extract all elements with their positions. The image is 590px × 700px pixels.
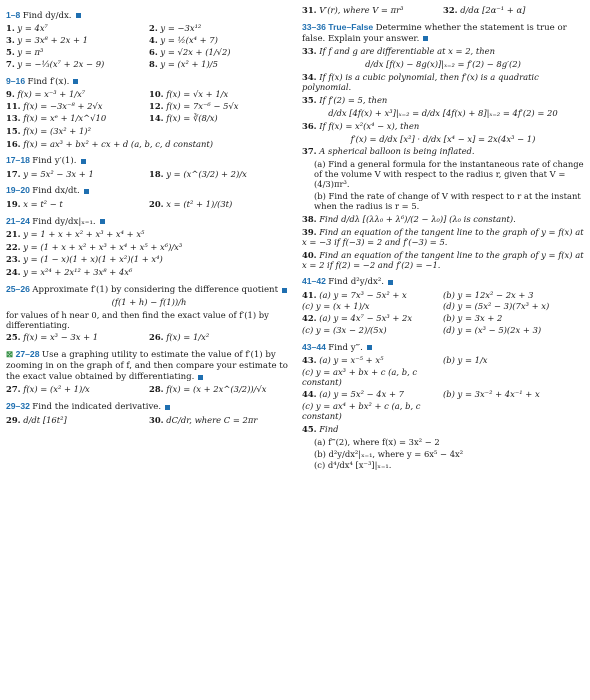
exercise-number: 26. (149, 332, 164, 343)
exercise-text: A spherical balloon is being inflated. (319, 146, 475, 157)
display-formula: d/dx [4f(x) + x³]|ₓ₌₂ = d/dx [4f(x) + 8]|ₓ₌₂ = 4f′(2) = 20 (328, 107, 558, 118)
section-heading (302, 22, 584, 44)
exercise-row (302, 291, 584, 301)
exercise-expression: dC/dr, where C = 2πr (166, 414, 258, 425)
exercise-number: 14. (149, 112, 164, 123)
exercise-expression: (a) y = x⁻⁵ + x⁵ (319, 355, 384, 366)
exercise (302, 314, 443, 324)
exercise (149, 102, 292, 112)
exercise-expression: f(x) = x⁻³ + 1/x⁷ (17, 88, 86, 99)
exercise-row (6, 60, 292, 70)
exercise-number: 13. (6, 112, 21, 123)
exercise-text: Find an equation of the tangent line to the graph of y = f(x) at x = 2 if f(2) = −2 and f′(2) = −1. (302, 249, 584, 270)
exercise (6, 200, 149, 210)
section-square-icon (100, 219, 105, 224)
section-heading (302, 276, 584, 287)
left-column (6, 4, 292, 427)
exercise-text: If f(x) = x²(x⁴ − x), then (319, 120, 420, 131)
exercise-number: 25. (6, 332, 21, 343)
exercise-row (6, 385, 292, 395)
exercise-expression: f(x) = (x² + 1)/x (23, 384, 90, 395)
exercise-text: f(x) = ax³ + bx² + cx + d (a, b, c, d constant) (23, 138, 214, 149)
exercise (443, 368, 584, 388)
exercise-expression: (c) y = ax³ + bx + c (a, b, c constant) (302, 367, 418, 388)
exercise-text: If f and g are differentiable at x = 2, then (319, 46, 495, 57)
section-instruction: Find dx/dt. (32, 186, 80, 197)
section-heading (6, 185, 292, 196)
exercise (302, 215, 584, 225)
exercise (302, 390, 443, 400)
exercise-number: 8. (149, 58, 158, 69)
exercise-row (302, 6, 584, 16)
exercise-expression: (d) y = (x³ − 5)(2x + 3) (443, 325, 542, 336)
exercise-row (6, 333, 292, 343)
exercise-expression: x = (t² + 1)/(3t) (166, 198, 233, 209)
exercise-number: 30. (149, 414, 164, 425)
exercise-number: 11. (6, 100, 21, 111)
exercise (6, 127, 292, 137)
exercise-expression: y = π³ (17, 46, 44, 57)
exercise (149, 333, 292, 343)
section-heading (6, 10, 292, 21)
section-heading (6, 349, 292, 382)
exercise (302, 425, 584, 435)
exercise (6, 416, 149, 426)
exercise-number: 5. (6, 46, 15, 57)
sub-part: (a) f‴(2), where f(x) = 3x² − 2 (314, 436, 440, 447)
exercise (6, 230, 292, 240)
exercise-row (302, 402, 584, 422)
exercise-row (6, 102, 292, 112)
exercise-number: 19. (6, 198, 21, 209)
exercise-number: 10. (149, 88, 164, 99)
exercise (6, 24, 149, 34)
section-range: 19–20 (6, 185, 30, 196)
section-instruction: Find dy/dx. (22, 11, 72, 21)
exercise-number: 4. (149, 35, 158, 46)
exercise-row (302, 356, 584, 366)
section-square-icon (367, 345, 372, 350)
exercise-number: 41. (302, 289, 317, 300)
section-instruction: Determine whether the statement is true or false. Explain your answer. (302, 22, 567, 45)
exercise-row (302, 302, 584, 312)
exercise (302, 228, 584, 248)
exercise (443, 291, 584, 301)
section-square-icon (81, 159, 86, 164)
right-column (302, 4, 584, 473)
exercise (149, 90, 292, 100)
exercise-number: 32. (443, 5, 458, 15)
section-range: 1–8 (6, 10, 21, 20)
section-instruction: Find dy/dx|ₓ₌₁. (32, 216, 96, 227)
exercise (149, 416, 292, 426)
exercise-number: 38. (302, 213, 317, 224)
section-instruction: Find the indicated derivative. (32, 402, 162, 413)
section-range: 41–42 (302, 276, 326, 287)
section-square-icon (198, 375, 203, 380)
instruction-text: for values of h near 0, and then find the exact value of f′(1) by differentiating. (6, 310, 269, 331)
exercise (6, 268, 292, 278)
exercise-number: 45. (302, 423, 317, 434)
exercise-expression: (a) y = 4x⁷ − 5x³ + 2x (319, 313, 413, 324)
exercise-number: 15. (6, 125, 21, 136)
exercise-expression: (c) y = (3x − 2)/(5x) (302, 325, 387, 336)
exercise (302, 96, 584, 106)
section-range: 9–16 (6, 75, 26, 86)
exercise-number: 29. (6, 414, 21, 425)
exercise-number: 17. (6, 168, 21, 179)
exercise-text: y = 1 + x + x² + x³ + x⁴ + x⁵ (23, 228, 145, 239)
exercise-expression: (c) y = (x + 1)/x (302, 301, 370, 312)
section-range: 21–24 (6, 215, 30, 226)
exercise (6, 333, 149, 343)
exercise-expression: y = −⅓(x⁷ + 2x − 9) (17, 58, 105, 69)
display-formula: d/dx [f(x) − 8g(x)]|ₓ₌₂ = f′(2) − 8g′(2) (365, 59, 521, 70)
exercise-number: 3. (6, 35, 15, 46)
exercise-expression: f(x) = −3x⁻⁸ + 2√x (23, 100, 103, 111)
exercise-text: If f′(2) = 5, then (319, 94, 388, 105)
exercise (302, 356, 443, 366)
exercise-expression: f(x) = (x + 2x^(3/2))/√x (166, 384, 267, 395)
exercise-row (6, 24, 292, 34)
exercise (6, 102, 149, 112)
exercise (6, 90, 149, 100)
section-range: 25–26 (6, 284, 30, 295)
section-square-icon (76, 13, 81, 18)
exercise-number: 23. (6, 254, 21, 265)
exercise (443, 326, 584, 336)
section-heading (6, 216, 292, 227)
section-square-icon (423, 36, 428, 41)
exercise-number: 34. (302, 72, 317, 82)
exercise-row (6, 36, 292, 46)
section-instruction: Find y‴. (328, 343, 363, 354)
exercise-row (6, 114, 292, 124)
exercise (6, 385, 149, 395)
exercise-expression: (b) y = 1/x (443, 355, 488, 366)
exercise-expression: V′(r), where V = πr³ (319, 5, 404, 15)
section-heading (6, 155, 292, 166)
exercise-row (6, 416, 292, 426)
exercise-expression: (c) y = ax⁴ + bx² + c (a, b, c constant) (302, 400, 421, 421)
sub-part: (a) Find a general formula for the instantaneous rate of change of the volume V with respect to the radius r, given that V = (4/3)πr³. (314, 159, 584, 190)
section-heading (6, 76, 292, 87)
exercise-expression: y = 4x⁷ (17, 23, 48, 34)
section-range: 27–28 (15, 349, 40, 360)
exercise (302, 73, 584, 93)
exercise (149, 200, 292, 210)
exercise (302, 6, 443, 16)
exercise (443, 314, 584, 324)
section-range: 17–18 (6, 155, 30, 166)
exercise-expression: x = t² − t (23, 198, 63, 209)
section-range: 29–32 (6, 401, 30, 412)
graphing-utility-icon: ⊠ (6, 349, 16, 360)
exercise-expression: y = (x² + 1)/5 (160, 58, 218, 69)
section-heading (302, 342, 584, 353)
exercise-number: 9. (6, 88, 15, 99)
exercise-number: 7. (6, 58, 15, 69)
exercise-expression: y = (x^(3/2) + 2)/x (166, 168, 247, 179)
exercise-row (302, 314, 584, 324)
exercise-number: 35. (302, 94, 317, 105)
section-range: 33–36 (302, 21, 326, 32)
exercise-number: 27. (6, 384, 21, 395)
exercise-number: 42. (302, 313, 317, 324)
exercise (6, 170, 149, 180)
section-instruction: Find f′(x). (27, 76, 70, 87)
exercise (302, 122, 584, 132)
exercise (443, 356, 584, 366)
sub-part: (c) d⁴/dx⁴ [x⁻³]|ₓ₌₁. (314, 460, 392, 471)
exercise (443, 302, 584, 312)
exercise-number: 12. (149, 100, 164, 111)
exercise-text: If f(x) is a cubic polynomial, then f′(x) is a quadratic polynomial. (302, 72, 539, 92)
exercise (149, 385, 292, 395)
section-instruction: Find d²y/dx². (328, 277, 384, 288)
exercise (302, 147, 584, 157)
section-square-icon (282, 288, 287, 293)
exercise-text: Find (319, 423, 339, 434)
sub-part: (b) d²y/dx²|ₓ₌₁, where y = 6x⁵ − 4x² (314, 448, 464, 459)
exercise-row (302, 390, 584, 400)
exercise-expression: y = ½(x⁴ + 7) (160, 35, 218, 46)
exercise (149, 36, 292, 46)
exercise-number: 33. (302, 46, 317, 57)
exercise (443, 402, 584, 422)
display-formula: (f(1 + h) − f(1))/h (111, 297, 187, 308)
section-instruction: Use a graphing utility to estimate the value of f′(1) by zooming in on the graph of f, and then compare your estimate to the exact value obtained by differentiating. (6, 350, 288, 383)
exercise-number: 43. (302, 355, 317, 366)
exercise (6, 48, 149, 58)
section-instruction: Approximate f′(1) by considering the difference quotient (32, 285, 279, 296)
exercise-row (6, 200, 292, 210)
exercise (149, 114, 292, 124)
exercise-number: 18. (149, 168, 164, 179)
exercise-number: 1. (6, 23, 15, 34)
exercise (149, 60, 292, 70)
exercise (302, 302, 443, 312)
exercise-expression: f(x) = x³ − 3x + 1 (23, 332, 99, 343)
exercise-number: 37. (302, 146, 317, 157)
exercise-row (302, 368, 584, 388)
exercise-number: 22. (6, 241, 21, 252)
exercise (302, 402, 443, 422)
exercise-expression: d/dα [2α⁻¹ + α] (460, 5, 526, 15)
exercise-expression: f(x) = 1/x² (166, 332, 210, 343)
exercise-expression: f(x) = 7x⁻⁶ − 5√x (166, 100, 239, 111)
exercise-number: 28. (149, 384, 164, 395)
exercise-expression: (a) y = 7x³ − 5x² + x (319, 289, 407, 300)
section-square-icon (73, 79, 78, 84)
exercise-row (6, 90, 292, 100)
exercise-number: 21. (6, 228, 21, 239)
exercise-number: 39. (302, 226, 317, 237)
exercise-text: f(x) = (3x² + 1)² (23, 125, 91, 136)
exercise-row (6, 48, 292, 58)
exercise (302, 368, 443, 388)
exercise (443, 390, 584, 400)
exercise-text: y = (1 + x + x² + x³ + x⁴ + x⁵ + x⁶)/x³ (23, 241, 183, 252)
exercise-expression: f(x) = √x + 1/x (166, 88, 229, 99)
exercise-row (6, 170, 292, 180)
exercise-text: y = (1 − x)(1 + x)(1 + x²)(1 + x⁴) (23, 254, 163, 265)
exercise-number: 2. (149, 23, 158, 34)
exercise-row (302, 326, 584, 336)
exercise-number: 6. (149, 46, 158, 57)
exercise-number: 36. (302, 120, 317, 131)
exercise (302, 291, 443, 301)
section-square-icon (84, 189, 89, 194)
exercise-number: 20. (149, 198, 164, 209)
exercise-number: 24. (6, 267, 21, 278)
section-heading (6, 401, 292, 412)
exercise (302, 326, 443, 336)
exercise (6, 114, 149, 124)
section-range: 43–44 (302, 342, 326, 353)
exercise (149, 48, 292, 58)
display-formula: f′(x) = d/dx [x²] · d/dx [x⁴ − x] = 2x(4x³ − 1) (350, 133, 536, 144)
exercise-expression: (b) y = 3x + 2 (443, 313, 503, 324)
exercise-expression: (d) y = (5x² − 3)(7x³ + x) (443, 301, 550, 312)
section-square-icon (388, 280, 393, 285)
exercise-expression: y = 5x² − 3x + 1 (23, 168, 94, 179)
exercise (6, 255, 292, 265)
exercise (149, 24, 292, 34)
exercise-expression: (b) y = 3x⁻² + 4x⁻¹ + x (443, 389, 540, 400)
exercise-text: y = x²⁴ + 2x¹² + 3x⁸ + 4x⁶ (23, 267, 133, 278)
exercise-number: 16. (6, 138, 21, 149)
exercise (6, 243, 292, 253)
exercise-expression: y = √2x + (1/√2) (160, 46, 231, 57)
section-label: True–False (328, 21, 374, 32)
exercise (6, 60, 149, 70)
exercise-text: Find d/dλ [(λλ₀ + λ⁶)/(2 − λ₀)] (λ₀ is constant). (319, 213, 516, 224)
exercise-number: 44. (302, 389, 317, 400)
section-heading (6, 284, 292, 295)
exercise-text: Find an equation of the tangent line to the graph of y = f(x) at x = −3 if f(−3) = 2 and f′(−3) = 5. (302, 226, 584, 247)
exercise (302, 47, 584, 57)
exercise-number: 40. (302, 249, 317, 260)
sub-part: (b) Find the rate of change of V with respect to r at the instant when the radius is r = 5. (314, 191, 581, 211)
exercise (6, 140, 292, 150)
exercise (149, 170, 292, 180)
section-instruction: Find y′(1). (32, 156, 77, 167)
section-square-icon (165, 405, 170, 410)
exercise-expression: d/dt [16t²] (23, 414, 67, 425)
exercise-expression: y = −3x¹² (160, 23, 202, 34)
exercise-expression: (b) y = 12x² − 2x + 3 (443, 289, 534, 300)
exercise-expression: f(x) = xᵉ + 1/x^√10 (23, 112, 107, 123)
exercise-number: 31. (302, 5, 317, 15)
exercise (302, 251, 584, 271)
exercise-expression: (a) y = 5x² − 4x + 7 (319, 389, 404, 400)
exercise (6, 36, 149, 46)
exercise (443, 6, 584, 16)
exercise-expression: y = 3x⁸ + 2x + 1 (17, 35, 88, 46)
exercise-expression: f(x) = ∛(8/x) (166, 112, 218, 123)
